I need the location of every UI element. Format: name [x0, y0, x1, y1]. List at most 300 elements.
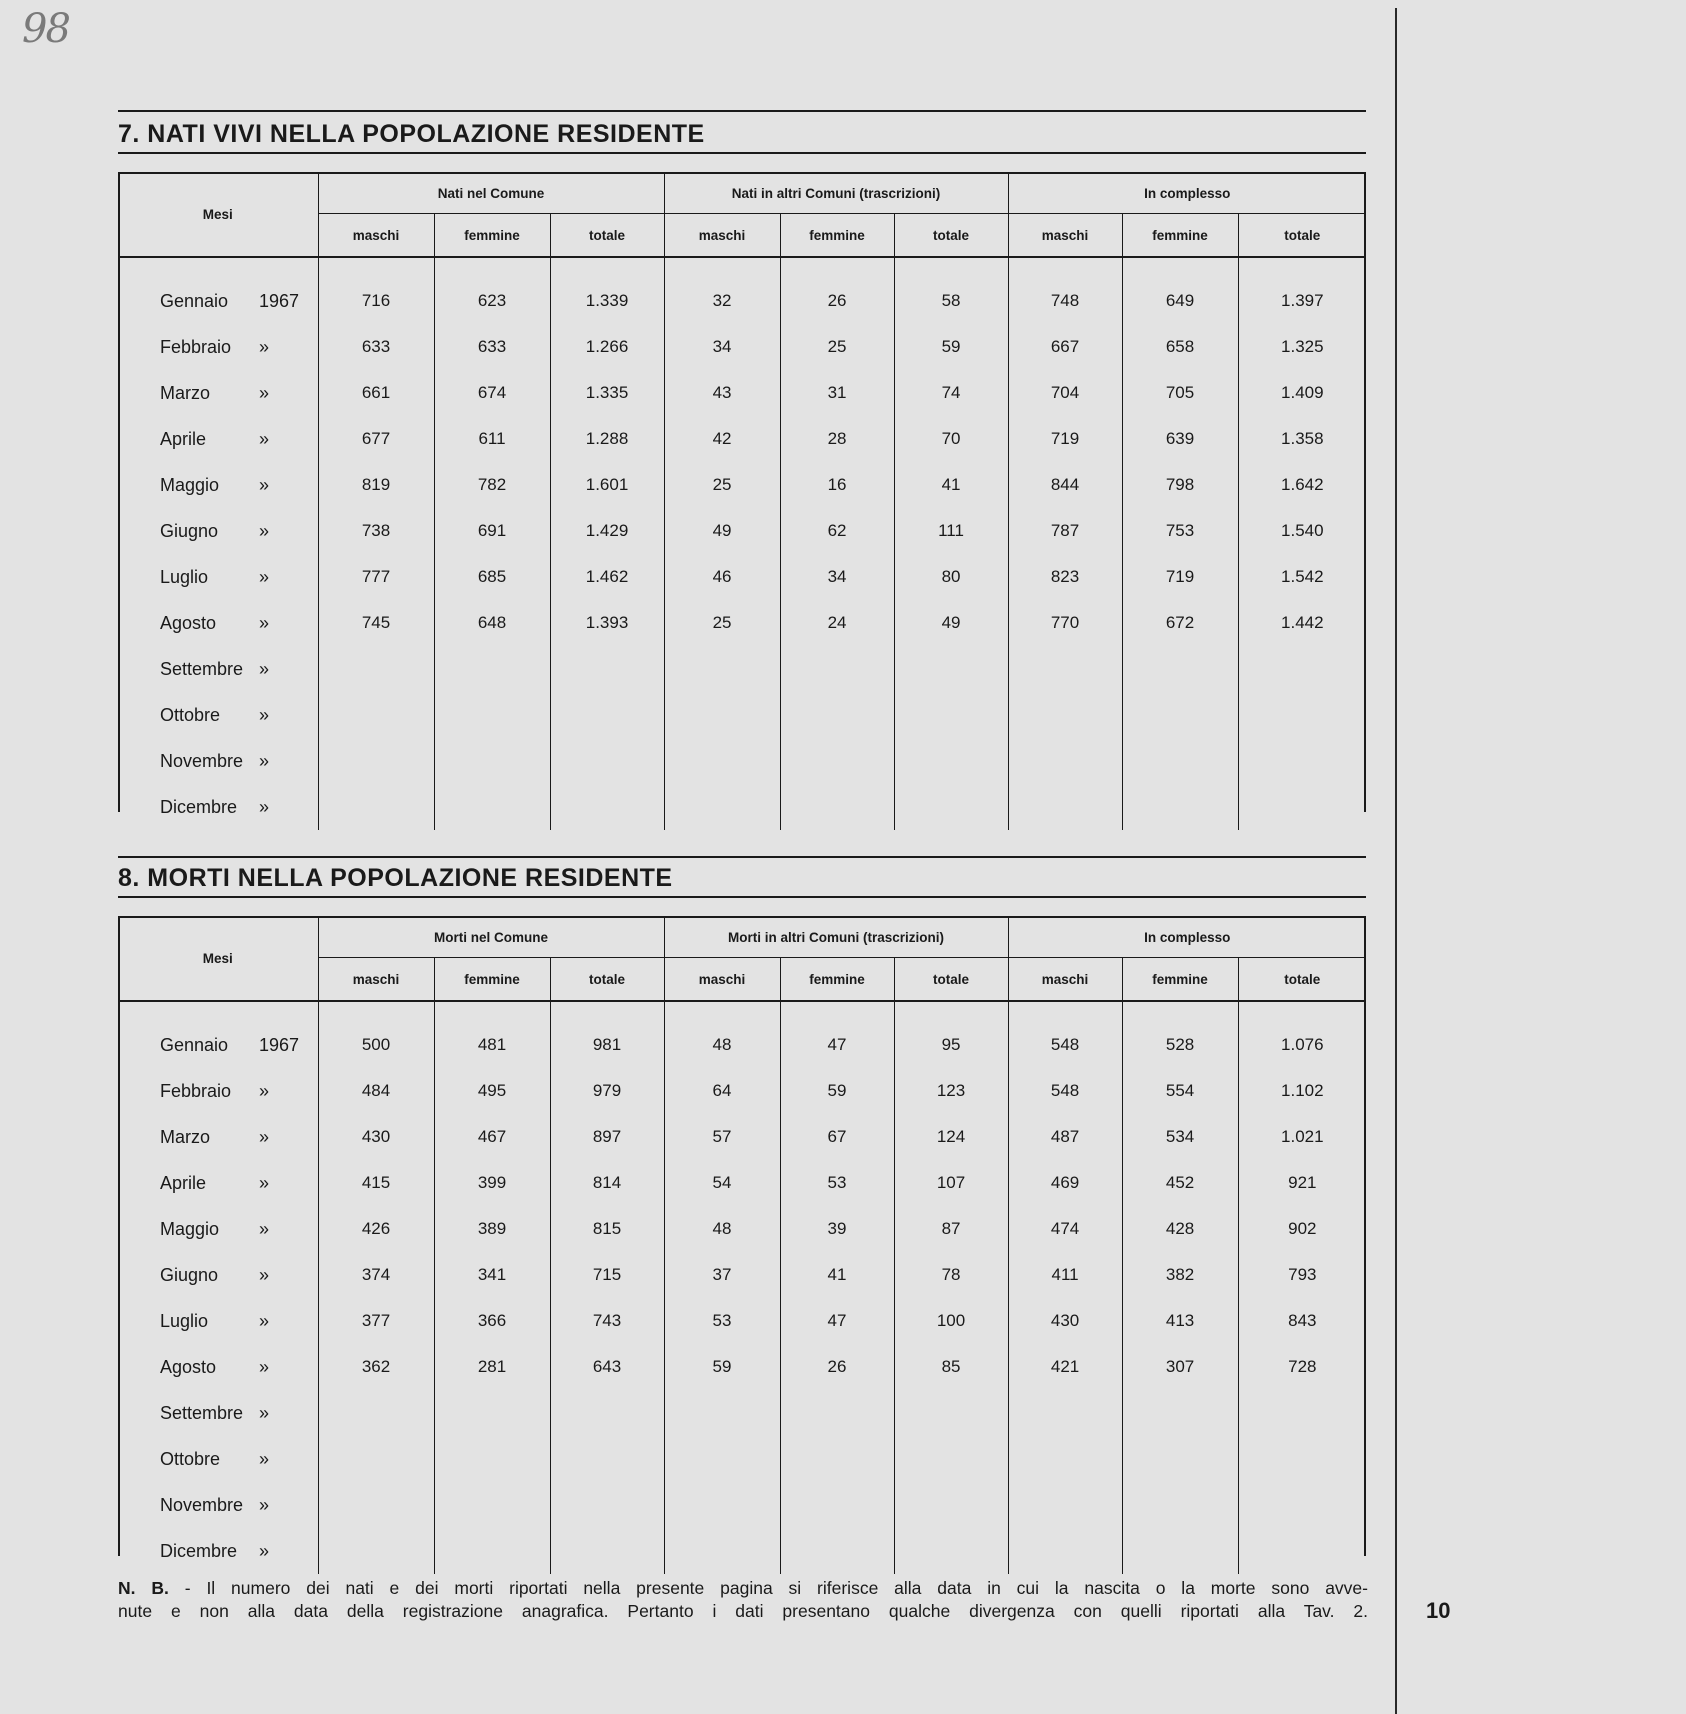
births-month-cell — [118, 370, 318, 416]
births-row — [118, 508, 1366, 554]
year-mark: 1967 — [259, 1034, 300, 1055]
births-value-cell: 70 — [894, 416, 1008, 462]
deaths-month-cell — [118, 1001, 318, 1068]
births-value-cell: 59 — [894, 324, 1008, 370]
deaths-row — [118, 1436, 1366, 1482]
deaths-sub-header: maschi — [318, 958, 434, 1002]
deaths-sub-header: femmine — [434, 958, 550, 1002]
deaths-value-cell: 728 — [1288, 1357, 1317, 1376]
deaths-value-cell — [1122, 1436, 1238, 1482]
births-value-cell: 34 — [664, 324, 780, 370]
births-value-cell: 674 — [434, 370, 550, 416]
births-value-cell: 1.397 — [1281, 291, 1324, 310]
footnote-label: N. B. — [118, 1578, 169, 1598]
births-value-cell — [1122, 738, 1238, 784]
births-row — [118, 784, 1366, 830]
births-value-cell — [434, 692, 550, 738]
deaths-value-cell — [550, 1390, 664, 1436]
births-month-cell — [118, 508, 318, 554]
deaths-value-cell — [780, 1390, 894, 1436]
deaths-value-cell: 554 — [1122, 1068, 1238, 1114]
births-value-cell — [318, 738, 434, 784]
births-row — [118, 370, 1366, 416]
deaths-row — [118, 1068, 1366, 1114]
month-name: Dicembre — [160, 796, 238, 817]
births-value-cell: 26 — [780, 257, 894, 324]
births-value-cell — [318, 784, 434, 830]
year-mark: » — [259, 336, 270, 357]
births-value-cell — [780, 692, 894, 738]
year-mark: » — [259, 750, 270, 771]
births-sub-header: totale — [1238, 214, 1366, 258]
deaths-value-cell: 428 — [1122, 1206, 1238, 1252]
births-value-cell — [550, 692, 664, 738]
year-mark: » — [259, 796, 270, 817]
deaths-value-cell: 415 — [318, 1160, 434, 1206]
births-value-cell: 1.409 — [1281, 383, 1324, 402]
deaths-value-cell: 281 — [434, 1344, 550, 1390]
deaths-group-header-1: Morti in altri Comuni (trascrizioni) — [664, 917, 1008, 958]
deaths-value-cell — [780, 1482, 894, 1528]
deaths-value-cell: 87 — [894, 1206, 1008, 1252]
births-value-cell — [1122, 646, 1238, 692]
deaths-value-cell — [1238, 1436, 1366, 1482]
deaths-value-cell — [1008, 1528, 1122, 1574]
births-value-cell: 745 — [318, 600, 434, 646]
deaths-value-cell: 78 — [894, 1252, 1008, 1298]
year-mark: » — [259, 1540, 270, 1561]
births-value-cell: 753 — [1122, 508, 1238, 554]
deaths-value-cell: 26 — [780, 1344, 894, 1390]
births-row — [118, 692, 1366, 738]
births-value-cell: 58 — [894, 257, 1008, 324]
deaths-month-cell — [118, 1160, 318, 1206]
deaths-value-cell: 815 — [550, 1206, 664, 1252]
deaths-group-header-2: In complesso — [1008, 917, 1366, 958]
deaths-value-cell — [1122, 1528, 1238, 1574]
deaths-table — [118, 917, 1366, 1574]
births-value-cell: 623 — [434, 257, 550, 324]
deaths-value-cell — [434, 1482, 550, 1528]
births-value-cell: 1.393 — [550, 600, 664, 646]
births-value-cell: 648 — [434, 600, 550, 646]
deaths-value-cell: 534 — [1122, 1114, 1238, 1160]
deaths-value-cell: 430 — [318, 1114, 434, 1160]
births-value-cell: 1.442 — [1281, 613, 1324, 632]
births-table — [118, 173, 1366, 830]
births-value-cell: 672 — [1122, 600, 1238, 646]
deaths-month-cell — [118, 1206, 318, 1252]
deaths-value-cell: 366 — [434, 1298, 550, 1344]
deaths-row — [118, 1482, 1366, 1528]
deaths-value-cell: 39 — [780, 1206, 894, 1252]
deaths-value-cell — [434, 1528, 550, 1574]
deaths-value-cell: 341 — [434, 1252, 550, 1298]
deaths-row — [118, 1114, 1366, 1160]
births-sub-header: totale — [550, 214, 664, 258]
deaths-value-cell — [1122, 1482, 1238, 1528]
births-month-cell — [118, 784, 318, 830]
deaths-value-cell: 487 — [1008, 1114, 1122, 1160]
births-value-cell: 46 — [664, 554, 780, 600]
month-name: Febbraio — [160, 336, 232, 357]
month-name: Agosto — [160, 1356, 217, 1377]
births-value-cell: 49 — [894, 600, 1008, 646]
deaths-value-cell: 411 — [1008, 1252, 1122, 1298]
deaths-value-cell: 100 — [894, 1298, 1008, 1344]
section-8-bottom-rule — [118, 896, 1366, 898]
deaths-value-cell: 548 — [1008, 1068, 1122, 1114]
deaths-value-cell — [664, 1390, 780, 1436]
births-value-cell: 782 — [434, 462, 550, 508]
year-mark: » — [259, 704, 270, 725]
births-value-cell: 819 — [318, 462, 434, 508]
page-number: 10 — [1426, 1598, 1451, 1623]
deaths-value-cell: 474 — [1008, 1206, 1122, 1252]
deaths-row — [118, 1390, 1366, 1436]
deaths-value-cell: 59 — [780, 1068, 894, 1114]
year-mark: » — [259, 1080, 270, 1101]
births-value-cell: 770 — [1008, 600, 1122, 646]
month-name: Aprile — [160, 428, 207, 449]
deaths-value-cell: 469 — [1008, 1160, 1122, 1206]
deaths-group-header-0: Morti nel Comune — [318, 917, 664, 958]
month-name: Giugno — [160, 1264, 219, 1285]
births-value-cell: 633 — [434, 324, 550, 370]
deaths-value-cell — [1008, 1436, 1122, 1482]
births-value-cell: 748 — [1008, 257, 1122, 324]
deaths-value-cell: 979 — [550, 1068, 664, 1114]
deaths-row — [118, 1298, 1366, 1344]
deaths-value-cell: 481 — [434, 1001, 550, 1068]
births-month-cell — [118, 324, 318, 370]
year-mark: » — [259, 1356, 270, 1377]
births-month-cell — [118, 692, 318, 738]
births-value-cell: 111 — [894, 508, 1008, 554]
deaths-value-cell: 793 — [1288, 1265, 1317, 1284]
deaths-value-cell: 124 — [894, 1114, 1008, 1160]
births-row — [118, 416, 1366, 462]
deaths-month-cell — [118, 1114, 318, 1160]
deaths-value-cell: 53 — [780, 1160, 894, 1206]
deaths-value-cell — [550, 1528, 664, 1574]
deaths-value-cell — [1238, 1528, 1366, 1574]
births-value-cell: 25 — [780, 324, 894, 370]
births-value-cell: 787 — [1008, 508, 1122, 554]
deaths-value-cell: 57 — [664, 1114, 780, 1160]
year-mark: » — [259, 658, 270, 679]
deaths-row — [118, 1344, 1366, 1390]
month-name: Maggio — [160, 474, 220, 495]
year-mark: » — [259, 1172, 270, 1193]
deaths-row — [118, 1160, 1366, 1206]
births-value-cell: 844 — [1008, 462, 1122, 508]
births-value-cell: 1.429 — [550, 508, 664, 554]
deaths-value-cell — [434, 1436, 550, 1482]
deaths-sub-header: totale — [1238, 958, 1366, 1002]
births-value-cell — [1238, 784, 1366, 830]
deaths-month-cell — [118, 1344, 318, 1390]
deaths-value-cell: 1.021 — [1281, 1127, 1324, 1146]
deaths-value-cell: 430 — [1008, 1298, 1122, 1344]
deaths-value-cell: 59 — [664, 1344, 780, 1390]
year-mark: » — [259, 1126, 270, 1147]
section-8-top-rule — [118, 856, 1366, 858]
section-7-bottom-rule — [118, 152, 1366, 154]
deaths-value-cell: 413 — [1122, 1298, 1238, 1344]
footnote-text-1: - Il numero dei nati e dei morti riportati nella presente pagina si riferisce alla data in cui la nascita o la morte sono avve- — [184, 1578, 1368, 1598]
births-value-cell — [664, 646, 780, 692]
deaths-value-cell — [894, 1390, 1008, 1436]
births-row — [118, 646, 1366, 692]
deaths-value-cell — [1008, 1390, 1122, 1436]
deaths-value-cell — [1122, 1390, 1238, 1436]
footnote-line-2: nute e non alla data della registrazione anagrafica. Pertanto i dati presentano qualche divergenza con quelli riportati alla Tav. 2. — [118, 1601, 1368, 1621]
births-month-cell — [118, 646, 318, 692]
month-name: Novembre — [160, 1494, 244, 1515]
deaths-value-cell: 921 — [1288, 1173, 1317, 1192]
births-value-cell: 1.325 — [1281, 337, 1324, 356]
deaths-value-cell: 54 — [664, 1160, 780, 1206]
deaths-value-cell: 1.076 — [1281, 1035, 1324, 1054]
deaths-value-cell: 362 — [318, 1344, 434, 1390]
deaths-value-cell — [780, 1528, 894, 1574]
deaths-value-cell: 382 — [1122, 1252, 1238, 1298]
month-name: Ottobre — [160, 704, 221, 725]
section-8-title: 8. MORTI NELLA POPOLAZIONE RESIDENTE — [118, 864, 673, 892]
month-name: Ottobre — [160, 1448, 221, 1469]
month-name: Settembre — [160, 1402, 244, 1423]
deaths-value-cell: 389 — [434, 1206, 550, 1252]
births-value-cell: 16 — [780, 462, 894, 508]
deaths-row — [118, 1252, 1366, 1298]
deaths-value-cell: 495 — [434, 1068, 550, 1114]
deaths-value-cell: 107 — [894, 1160, 1008, 1206]
deaths-sub-header: maschi — [664, 958, 780, 1002]
births-value-cell: 704 — [1008, 370, 1122, 416]
births-value-cell — [1008, 692, 1122, 738]
year-mark: » — [259, 1264, 270, 1285]
births-value-cell — [434, 646, 550, 692]
deaths-value-cell: 47 — [780, 1298, 894, 1344]
births-value-cell: 43 — [664, 370, 780, 416]
deaths-sub-header: femmine — [1122, 958, 1238, 1002]
births-value-cell: 661 — [318, 370, 434, 416]
year-mark: » — [259, 474, 270, 495]
births-value-cell: 685 — [434, 554, 550, 600]
deaths-value-cell: 421 — [1008, 1344, 1122, 1390]
month-name: Dicembre — [160, 1540, 238, 1561]
section-7-top-rule — [118, 110, 1366, 112]
births-value-cell — [1008, 646, 1122, 692]
births-row — [118, 324, 1366, 370]
deaths-value-cell: 500 — [318, 1001, 434, 1068]
births-value-cell: 639 — [1122, 416, 1238, 462]
births-value-cell: 649 — [1122, 257, 1238, 324]
deaths-value-cell: 377 — [318, 1298, 434, 1344]
deaths-value-cell — [894, 1528, 1008, 1574]
year-mark: » — [259, 520, 270, 541]
births-value-cell: 31 — [780, 370, 894, 416]
deaths-value-cell: 37 — [664, 1252, 780, 1298]
births-sub-header: femmine — [434, 214, 550, 258]
births-value-cell — [550, 646, 664, 692]
month-name: Marzo — [160, 1126, 211, 1147]
year-mark: 1967 — [259, 290, 300, 311]
deaths-value-cell: 548 — [1008, 1001, 1122, 1068]
births-value-cell — [1008, 738, 1122, 784]
births-value-cell: 42 — [664, 416, 780, 462]
deaths-sub-header: totale — [550, 958, 664, 1002]
deaths-value-cell: 426 — [318, 1206, 434, 1252]
births-value-cell: 34 — [780, 554, 894, 600]
deaths-value-cell: 53 — [664, 1298, 780, 1344]
births-value-cell: 677 — [318, 416, 434, 462]
deaths-value-cell: 715 — [550, 1252, 664, 1298]
month-name: Gennaio — [160, 1034, 229, 1055]
births-value-cell — [550, 784, 664, 830]
births-value-cell: 691 — [434, 508, 550, 554]
month-name: Marzo — [160, 382, 211, 403]
deaths-value-cell — [434, 1390, 550, 1436]
births-value-cell — [1122, 784, 1238, 830]
month-name: Maggio — [160, 1218, 220, 1239]
year-mark: » — [259, 1494, 270, 1515]
year-mark: » — [259, 1310, 270, 1331]
deaths-value-cell — [664, 1436, 780, 1482]
births-value-cell: 1.335 — [550, 370, 664, 416]
deaths-value-cell: 47 — [780, 1001, 894, 1068]
births-value-cell: 823 — [1008, 554, 1122, 600]
deaths-value-cell — [894, 1436, 1008, 1482]
deaths-value-cell: 48 — [664, 1001, 780, 1068]
deaths-sub-header: femmine — [780, 958, 894, 1002]
births-month-cell — [118, 257, 318, 324]
births-value-cell: 1.462 — [550, 554, 664, 600]
deaths-value-cell — [318, 1482, 434, 1528]
deaths-month-cell — [118, 1482, 318, 1528]
month-name: Novembre — [160, 750, 244, 771]
deaths-value-cell: 814 — [550, 1160, 664, 1206]
births-value-cell — [1238, 738, 1366, 784]
births-value-cell — [318, 692, 434, 738]
deaths-value-cell — [1238, 1482, 1366, 1528]
births-value-cell: 633 — [318, 324, 434, 370]
month-name: Gennaio — [160, 290, 229, 311]
year-mark: » — [259, 1448, 270, 1469]
deaths-value-cell — [664, 1528, 780, 1574]
deaths-month-cell — [118, 1298, 318, 1344]
births-mesi-header: Mesi — [118, 173, 318, 257]
births-sub-header: femmine — [780, 214, 894, 258]
year-mark: » — [259, 1218, 270, 1239]
month-name: Settembre — [160, 658, 244, 679]
deaths-value-cell: 123 — [894, 1068, 1008, 1114]
deaths-value-cell — [780, 1436, 894, 1482]
year-mark: » — [259, 566, 270, 587]
deaths-value-cell — [1008, 1482, 1122, 1528]
births-value-cell: 25 — [664, 600, 780, 646]
births-row — [118, 554, 1366, 600]
births-value-cell — [664, 692, 780, 738]
births-month-cell — [118, 462, 318, 508]
births-value-cell — [664, 784, 780, 830]
deaths-value-cell: 85 — [894, 1344, 1008, 1390]
deaths-value-cell — [664, 1482, 780, 1528]
footnote-line-1 — [118, 1576, 1368, 1600]
deaths-month-cell — [118, 1528, 318, 1574]
deaths-mesi-header: Mesi — [118, 917, 318, 1001]
births-sub-header: totale — [894, 214, 1008, 258]
deaths-value-cell — [318, 1528, 434, 1574]
births-value-cell — [894, 692, 1008, 738]
deaths-value-cell: 528 — [1122, 1001, 1238, 1068]
births-group-header-0: Nati nel Comune — [318, 173, 664, 214]
deaths-value-cell: 41 — [780, 1252, 894, 1298]
births-value-cell: 719 — [1008, 416, 1122, 462]
margin-rule — [1395, 8, 1397, 1714]
births-value-cell: 25 — [664, 462, 780, 508]
deaths-value-cell: 64 — [664, 1068, 780, 1114]
births-value-cell — [664, 738, 780, 784]
deaths-month-cell — [118, 1436, 318, 1482]
deaths-value-cell: 843 — [1288, 1311, 1317, 1330]
year-mark: » — [259, 382, 270, 403]
births-value-cell: 41 — [894, 462, 1008, 508]
handwritten-page-number: 98 — [22, 6, 69, 52]
births-value-cell: 658 — [1122, 324, 1238, 370]
deaths-row — [118, 1206, 1366, 1252]
deaths-value-cell: 452 — [1122, 1160, 1238, 1206]
deaths-value-cell — [894, 1482, 1008, 1528]
births-value-cell: 1.642 — [1281, 475, 1324, 494]
deaths-value-cell: 467 — [434, 1114, 550, 1160]
deaths-value-cell: 95 — [894, 1001, 1008, 1068]
births-value-cell: 1.601 — [550, 462, 664, 508]
deaths-value-cell: 643 — [550, 1344, 664, 1390]
births-value-cell — [1122, 692, 1238, 738]
deaths-value-cell: 67 — [780, 1114, 894, 1160]
births-value-cell: 28 — [780, 416, 894, 462]
births-value-cell: 705 — [1122, 370, 1238, 416]
year-mark: » — [259, 612, 270, 633]
deaths-month-cell — [118, 1068, 318, 1114]
deaths-month-cell — [118, 1252, 318, 1298]
month-name: Febbraio — [160, 1080, 232, 1101]
month-name: Luglio — [160, 566, 209, 587]
deaths-value-cell: 981 — [550, 1001, 664, 1068]
deaths-value-cell — [318, 1436, 434, 1482]
births-value-cell: 798 — [1122, 462, 1238, 508]
year-mark: » — [259, 428, 270, 449]
year-mark: » — [259, 1402, 270, 1423]
births-month-cell — [118, 416, 318, 462]
births-row — [118, 738, 1366, 784]
deaths-month-cell — [118, 1390, 318, 1436]
births-value-cell: 719 — [1122, 554, 1238, 600]
deaths-value-cell: 374 — [318, 1252, 434, 1298]
births-value-cell — [1238, 646, 1366, 692]
births-value-cell: 1.288 — [550, 416, 664, 462]
births-value-cell — [1008, 784, 1122, 830]
deaths-value-cell: 1.102 — [1281, 1081, 1324, 1100]
births-value-cell: 716 — [318, 257, 434, 324]
births-group-header-1: Nati in altri Comuni (trascrizioni) — [664, 173, 1008, 214]
births-value-cell — [434, 738, 550, 784]
births-value-cell — [780, 738, 894, 784]
births-value-cell: 738 — [318, 508, 434, 554]
births-value-cell: 1.266 — [550, 324, 664, 370]
